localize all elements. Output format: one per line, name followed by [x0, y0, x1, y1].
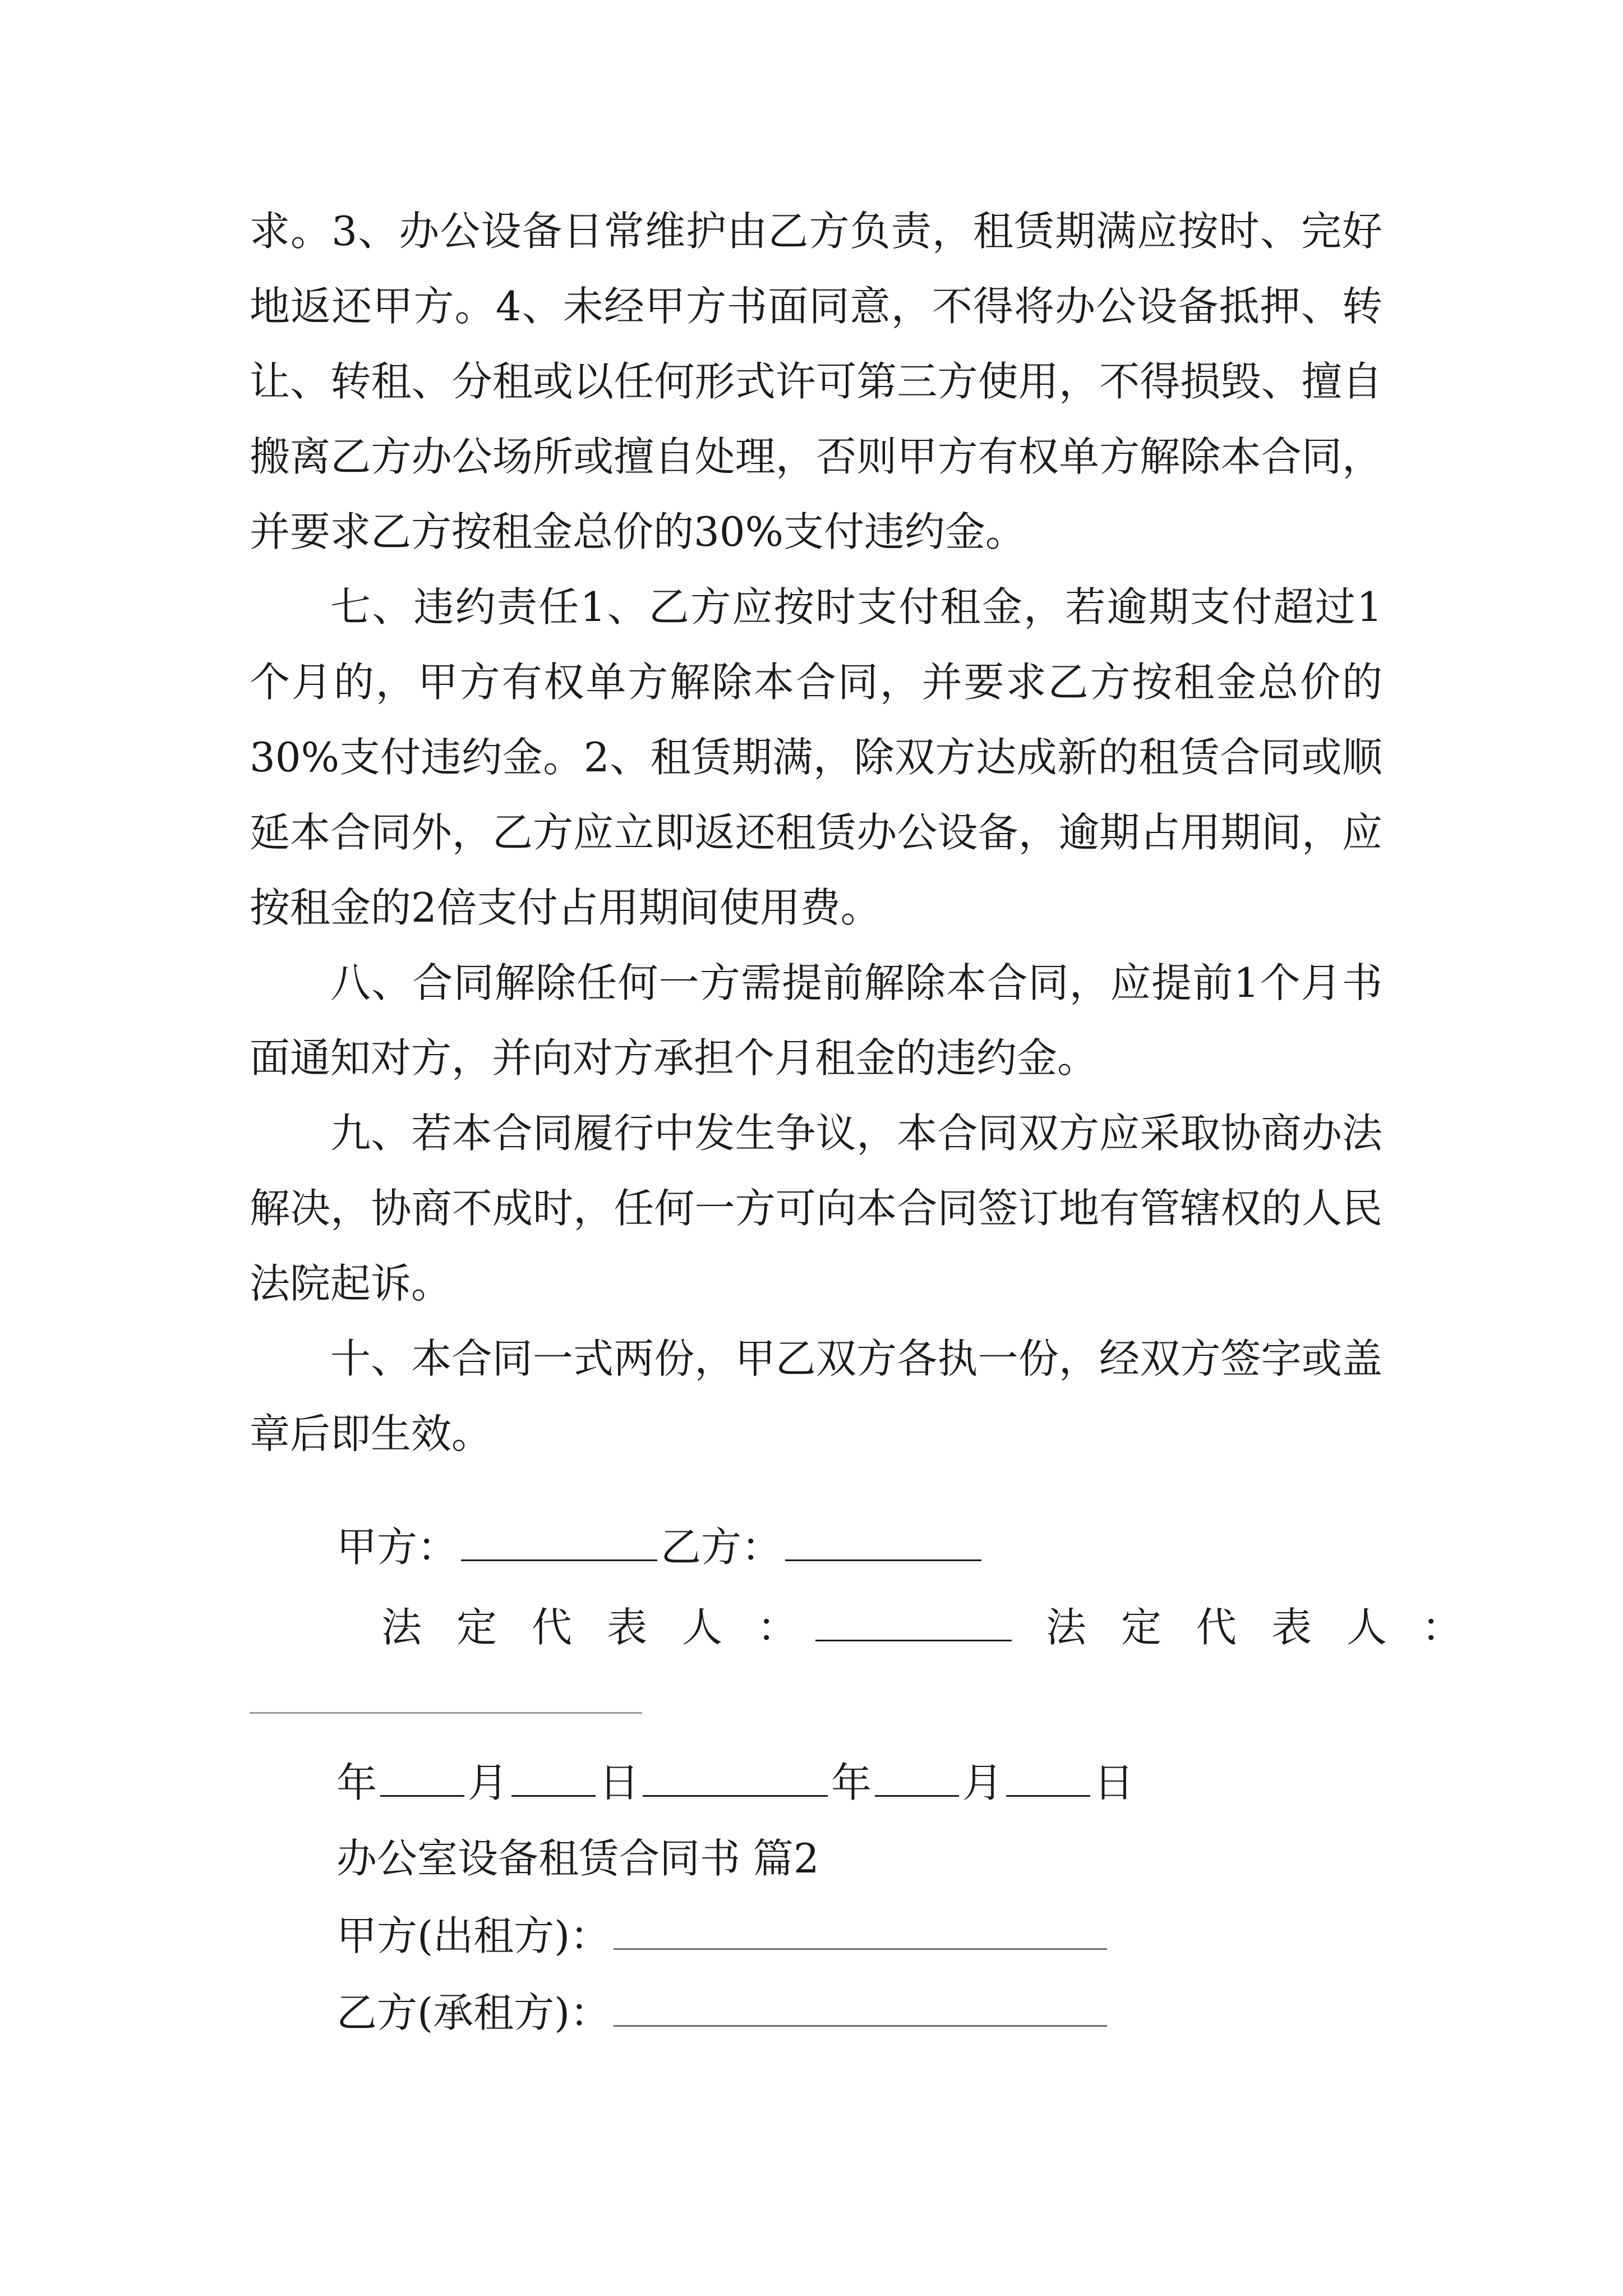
date-gap-blank — [643, 1756, 828, 1797]
party-a-blank[interactable] — [461, 1520, 657, 1561]
date-a-year: 年 — [336, 1759, 377, 1806]
legal-rep-b-label: 法定代表人： — [1046, 1604, 1497, 1651]
date-b-day: 日 — [1094, 1759, 1135, 1806]
legal-rep-line — [381, 1600, 1497, 1653]
paragraph-termination: 八、合同解除任何一方需提前解除本合同，应提前1个月书面通知对方，并向对方承担个月租金的违约金。 — [250, 959, 1382, 1082]
lessor-line — [336, 1909, 1110, 1961]
paragraph-copies: 十、本合同一式两份，甲乙双方各执一份，经双方签字或盖章后即生效。 — [250, 1335, 1382, 1457]
date-a-month: 月 — [468, 1759, 509, 1806]
date-a-day-blank[interactable] — [511, 1756, 596, 1797]
lessee-line — [336, 1986, 1110, 2038]
lessee-blank[interactable] — [614, 1986, 1107, 2027]
legal-rep-b-blank-line — [250, 1712, 642, 1714]
section2-title: 办公室设备租赁合同书 篇2 — [336, 1835, 819, 1882]
paragraph-dispute: 九、若本合同履行中发生争议，本合同双方应采取协商办法解决，协商不成时，任何一方可向本合同签订地有管辖权的人民法院起诉。 — [250, 1110, 1382, 1307]
lessee-label: 乙方(承租方)： — [336, 1989, 611, 2036]
party-b-blank[interactable] — [785, 1520, 981, 1561]
paragraph-continuation: 求。3、办公设备日常维护由乙方负责，租赁期满应按时、完好地返还甲方。4、未经甲方书面同意，不得将办公设备抵押、转让、转租、分租或以任何形式许可第三方使用，不得损毁、擅自搬离乙方办公场所或擅自处理，否则甲方有权单方解除本合同，并要求乙方按租金总价的30%支付违约金。 — [250, 208, 1382, 555]
date-b-month-blank[interactable] — [875, 1756, 959, 1797]
legal-rep-a-label: 法定代表人： — [381, 1604, 833, 1651]
lessor-label: 甲方(出租方)： — [336, 1912, 611, 1959]
paragraph-breach-liability: 七、违约责任1、乙方应按时支付租金，若逾期支付超过1个月的，甲方有权单方解除本合同，并要求乙方按租金总价的30%支付违约金。2、租赁期满，除双方达成新的租赁合同或顺延本合同外，乙方应立即返还租赁办公设备，逾期占用期间，应按租金的2倍支付占用期间使用费。 — [250, 583, 1382, 931]
date-b-day-blank[interactable] — [1006, 1756, 1090, 1797]
party-b-label: 乙方： — [661, 1524, 782, 1571]
contract-body — [250, 194, 1382, 1471]
party-a-label: 甲方： — [336, 1524, 458, 1571]
legal-rep-a-blank[interactable] — [815, 1600, 1012, 1641]
date-b-year: 年 — [831, 1759, 872, 1806]
lessor-blank[interactable] — [614, 1909, 1107, 1950]
date-b-month: 月 — [962, 1759, 1003, 1806]
date-a-month-blank[interactable] — [380, 1756, 464, 1797]
date-line — [336, 1756, 1134, 1808]
signature-parties-line — [336, 1520, 985, 1572]
date-a-day: 日 — [599, 1759, 640, 1806]
